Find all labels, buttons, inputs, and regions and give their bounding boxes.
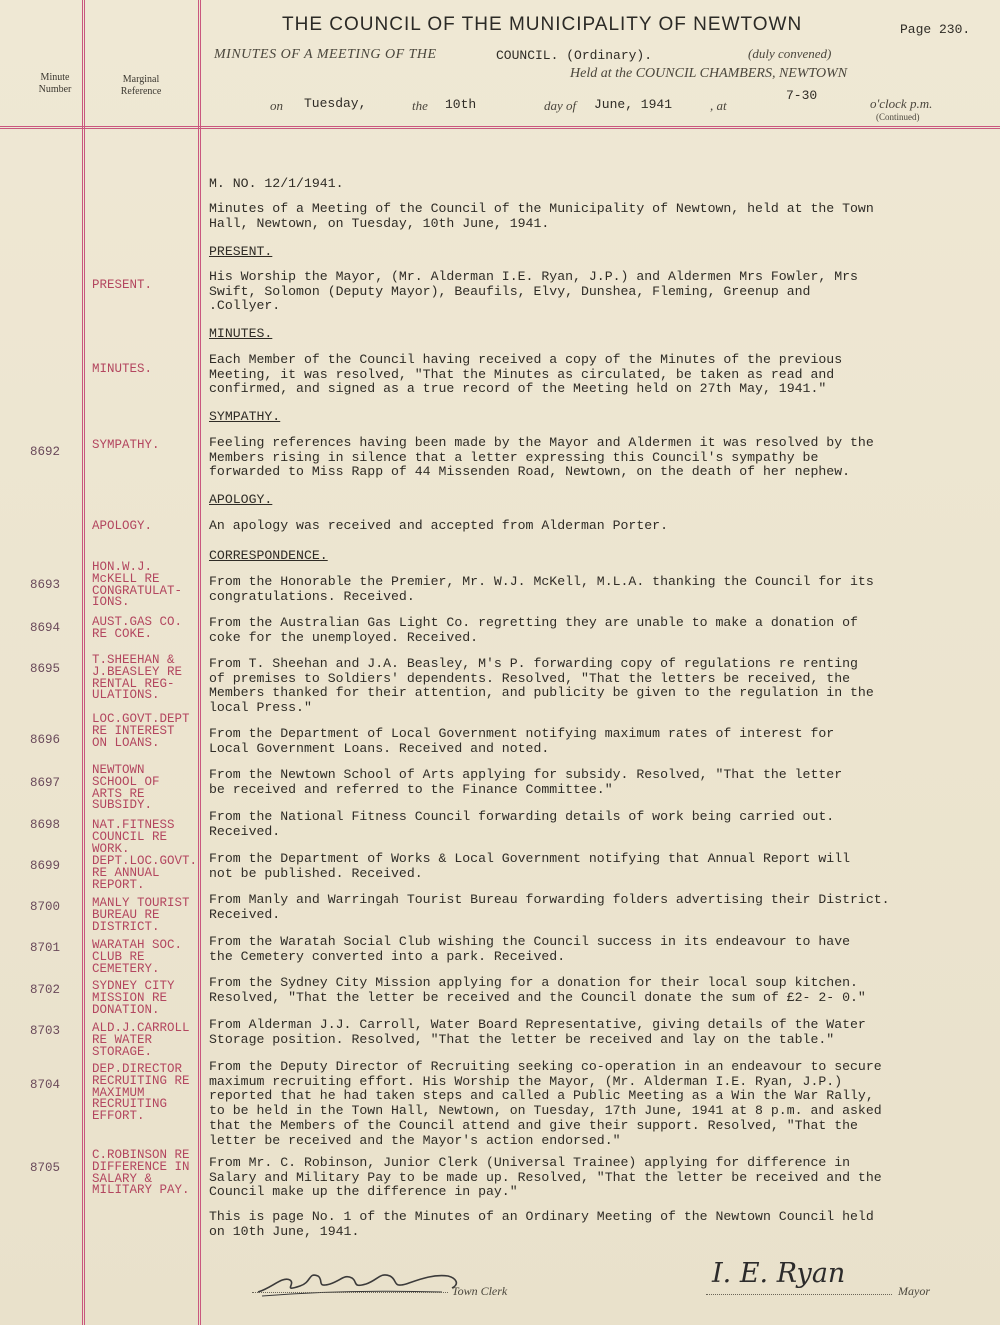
- entry-text: From the Sydney City Mission applying for a donation for their local soup kitchen. Resolved, "That the letter be received and the Council donate the sum of £2- 2- 0.": [209, 975, 866, 1005]
- at-label: , at: [710, 98, 727, 113]
- col-head-marginal-reference: Marginal Reference: [120, 74, 162, 97]
- on-label: on: [270, 98, 283, 113]
- minute-reference-number: M. NO. 12/1/1941.: [209, 176, 344, 191]
- town-clerk-label: Town Clerk: [452, 1284, 508, 1298]
- entry-text: From the Department of Local Government notifying maximum rates of interest for Local Government Loans. Received and noted.: [209, 726, 835, 756]
- entry-text: From the Deputy Director of Recruiting seeking co-operation in an endeavour to secure maximum recruiting effort. His Worship the Mayor, (Mr. Alderman I.E. Ryan, J.P.) reported that he had taken steps and called a Public Meeting as a Win the War Rally, to be held in the Town Hall, Newtown, on Tuesday, 17th June, 1941 at 8 p.m. and asked that the Members of the Council attend and give their support. Resolved, "That the letter be received and the Mayor's action endorsed.": [209, 1059, 882, 1148]
- margin-reference: MANLY TOURIST BUREAU RE DISTRICT.: [92, 896, 190, 934]
- minute-number: 8700: [30, 900, 61, 914]
- meeting-day: Tuesday,: [304, 96, 367, 111]
- council-type: COUNCIL. (Ordinary).: [496, 48, 653, 63]
- margin-reference: T.SHEEHAN & J.BEASLEY RE RENTAL REG- ULATIONS.: [92, 653, 183, 703]
- header-rule-1: [0, 126, 1000, 127]
- margin-reference: DEP.DIRECTOR RECRUITING RE MAXIMUM RECRUITING EFFORT.: [92, 1062, 190, 1124]
- oclock-label: o'clock p.m.: [870, 96, 933, 111]
- meeting-month-year: June, 1941: [594, 97, 673, 112]
- meeting-date-num: 10th: [445, 97, 477, 112]
- entry-text: From Manly and Warringah Tourist Bureau forwarding folders advertising their District. Received.: [209, 892, 890, 922]
- entry-text: An apology was received and accepted from Alderman Porter.: [209, 518, 668, 533]
- minute-number: 8705: [30, 1161, 61, 1175]
- mayor-signature: I. E. Ryan: [712, 1258, 846, 1289]
- margin-reference: AUST.GAS CO. RE COKE.: [92, 615, 183, 641]
- margin-rule-1: [82, 0, 83, 1325]
- heading-minutes: MINUTES.: [209, 326, 273, 341]
- heading-correspondence: CORRESPONDENCE.: [209, 548, 328, 563]
- continued-label: (Continued): [876, 112, 920, 122]
- page-number: Page 230.: [900, 22, 971, 37]
- entry-text: From the Honorable the Premier, Mr. W.J. McKell, M.L.A. thanking the Council for its congratulations. Received.: [209, 574, 874, 604]
- entry-text: From T. Sheehan and J.A. Beasley, M's P. forwarding copy of regulations re renting of premises to Soldiers' dependents. Resolved, "That the letters be received, the Members thanked for their attention, and publicity be given to the regulation in the local Press.": [209, 656, 874, 716]
- entry-text: From the Australian Gas Light Co. regretting they are unable to make a donation of coke for the unemployed. Received.: [209, 615, 858, 645]
- duly-convened: (duly convened): [748, 46, 832, 61]
- minute-number: 8699: [30, 859, 61, 873]
- page-title: THE COUNCIL OF THE MUNICIPALITY OF NEWTOWN: [282, 14, 803, 35]
- margin-reference: LOC.GOVT.DEPT RE INTEREST ON LOANS.: [92, 712, 190, 750]
- entry-text: From the Waratah Social Club wishing the Council success in its endeavour to have the Cemetery converted into a park. Received.: [209, 934, 851, 964]
- entry-text: From the National Fitness Council forwarding details of work being carried out. Received.: [209, 809, 835, 839]
- minute-number: 8693: [30, 578, 61, 592]
- col-head-minute-number: Minute Number: [38, 72, 72, 95]
- intro-paragraph: Minutes of a Meeting of the Council of the Municipality of Newtown, held at the Town Hall, Newtown, on Tuesday, 10th June, 1941.: [209, 201, 874, 231]
- entry-text: From the Newtown School of Arts applying for subsidy. Resolved, "That the letter be received and referred to the Finance Committee.": [209, 767, 843, 797]
- minute-number: 8704: [30, 1078, 61, 1092]
- mayor-label: Mayor: [898, 1284, 930, 1298]
- heading-present: PRESENT.: [209, 244, 273, 259]
- margin-reference: NAT.FITNESS COUNCIL RE WORK.: [92, 818, 175, 856]
- minute-number: 8694: [30, 621, 61, 635]
- meeting-time: 7-30: [786, 88, 818, 103]
- margin-reference: ALD.J.CARROLL RE WATER STORAGE.: [92, 1021, 190, 1059]
- header-rule-2: [0, 128, 1000, 129]
- margin-reference: APOLOGY.: [92, 519, 153, 533]
- minute-number: 8701: [30, 941, 61, 955]
- margin-reference: MINUTES.: [92, 362, 153, 376]
- minute-number: 8696: [30, 733, 61, 747]
- entry-text: Each Member of the Council having received a copy of the Minutes of the previous Meeting, it was resolved, "That the Minutes as circulated, be taken as read and confirmed, and signed as a true record of the Meeting held on 27th May, 1941.": [209, 352, 843, 397]
- entry-text: From the Department of Works & Local Government notifying that Annual Report will not be published. Received.: [209, 851, 851, 881]
- minute-number: 8703: [30, 1024, 61, 1038]
- margin-reference: SYDNEY CITY MISSION RE DONATION.: [92, 979, 175, 1017]
- heading-sympathy: SYMPATHY.: [209, 409, 281, 424]
- the-label: the: [412, 98, 428, 113]
- minutes-of-label: MINUTES OF A MEETING OF THE: [214, 47, 437, 62]
- margin-reference: PRESENT.: [92, 278, 153, 292]
- town-clerk-line: [252, 1292, 448, 1294]
- margin-reference: DEPT.LOC.GOVT. RE ANNUAL REPORT.: [92, 854, 198, 892]
- heading-apology: APOLOGY.: [209, 492, 273, 507]
- minute-number: 8695: [30, 662, 61, 676]
- minute-number: 8692: [30, 445, 61, 459]
- minute-number: 8702: [30, 983, 61, 997]
- minute-number: 8698: [30, 818, 61, 832]
- minute-number: 8697: [30, 776, 61, 790]
- margin-reference: C.ROBINSON RE DIFFERENCE IN SALARY & MILITARY PAY.: [92, 1148, 190, 1198]
- day-of-label: day of: [544, 98, 577, 113]
- entry-text: His Worship the Mayor, (Mr. Alderman I.E. Ryan, J.P.) and Aldermen Mrs Fowler, Mrs Swift, Solomon (Deputy Mayor), Beaufils, Elvy, Dunshea, Fleming, Greenup and .Collyer.: [209, 269, 858, 314]
- footer-note: This is page No. 1 of the Minutes of an Ordinary Meeting of the Newtown Council held on 10th June, 1941.: [209, 1209, 874, 1239]
- held-at: Held at the COUNCIL CHAMBERS, NEWTOWN: [570, 66, 848, 81]
- margin-reference: SYMPATHY.: [92, 438, 160, 452]
- margin-reference: WARATAH SOC. CLUB RE CEMETERY.: [92, 938, 183, 976]
- entry-text: From Mr. C. Robinson, Junior Clerk (Universal Trainee) applying for difference in Salary and Military Pay to be made up. Resolved, "That the letter be received and the Council make up the difference in pay.": [209, 1155, 882, 1200]
- mayor-line: [706, 1294, 892, 1296]
- margin-reference: NEWTOWN SCHOOL OF ARTS RE SUBSIDY.: [92, 763, 160, 813]
- entry-text: From Alderman J.J. Carroll, Water Board Representative, giving details of the Water Storage position. Resolved, "That the letter be received and lay on the table.": [209, 1017, 866, 1047]
- margin-rule-2: [84, 0, 85, 1325]
- margin-reference: HON.W.J. McKELL RE CONGRATULAT- IONS.: [92, 560, 183, 610]
- entry-text: Feeling references having been made by the Mayor and Aldermen it was resolved by the Members rising in silence that a letter expressing this Council's sympathy be forwarded to Miss Rapp of 44 Missenden Road, Newtown, on the death of her nephew.: [209, 435, 874, 480]
- town-clerk-signature: [252, 1262, 472, 1302]
